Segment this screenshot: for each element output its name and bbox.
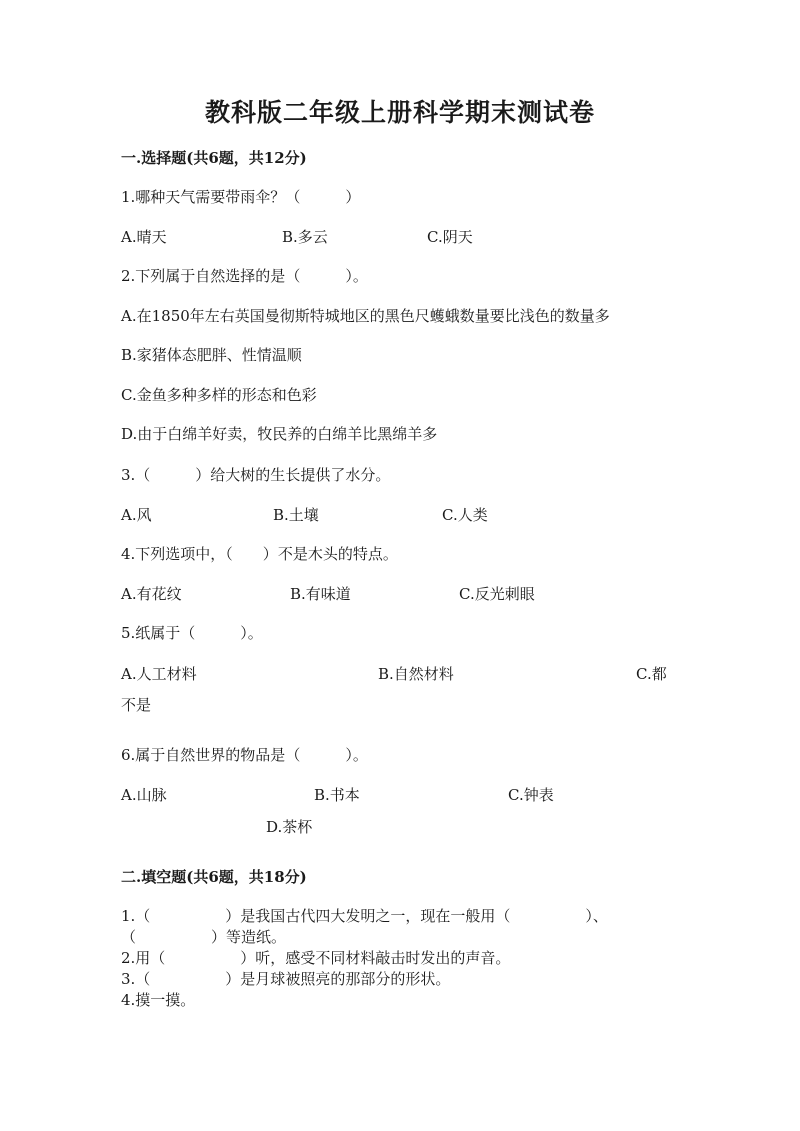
section-heading-choice: 一.选择题(共6题，共12分) (121, 149, 307, 167)
question-6-option-a: A.山脉 (121, 786, 167, 804)
question-3-stem: 3.（ ）给大树的生长提供了水分。 (121, 466, 391, 484)
question-5-stem: 5.纸属于（ ）。 (121, 624, 263, 642)
question-1-option-a: A.晴天 (121, 228, 167, 246)
question-4-option-a: A.有花纹 (121, 585, 182, 603)
question-4-stem: 4.下列选项中，（ ）不是木头的特点。 (121, 545, 398, 563)
question-2-stem: 2.下列属于自然选择的是（ ）。 (121, 267, 368, 285)
question-6-stem: 6.属于自然世界的物品是（ ）。 (121, 746, 368, 764)
question-2-option-a: A.在1850年左右英国曼彻斯特城地区的黑色尺蠖蛾数量要比浅色的数量多 (121, 307, 610, 325)
fill-line-1: 1.（ ）是我国古代四大发明之一，现在一般用（ ）、 (121, 907, 608, 925)
question-5-option-a: A.人工材料 (121, 665, 197, 683)
fill-line-1-cont: （ ）等造纸。 (121, 928, 287, 946)
question-1-option-c: C.阴天 (427, 228, 473, 246)
question-2-option-b: B.家猪体态肥胖、性情温顺 (121, 346, 302, 364)
question-5-option-c: C.都 (636, 665, 667, 683)
question-5-option-c-wrap: 不是 (121, 696, 152, 714)
question-1-option-b: B.多云 (282, 228, 328, 246)
fill-line-3: 3.（ ）是月球被照亮的那部分的形状。 (121, 970, 451, 988)
question-2-option-c: C.金鱼多种多样的形态和色彩 (121, 386, 317, 404)
question-3-option-c: C.人类 (442, 506, 488, 524)
question-6-option-b: B.书本 (314, 786, 360, 804)
question-4-option-b: B.有味道 (290, 585, 351, 603)
question-5-option-b: B.自然材料 (378, 665, 454, 683)
section-heading-fill: 二.填空题(共6题，共18分) (121, 868, 307, 886)
question-1-stem: 1.哪种天气需要带雨伞？（ ） (121, 188, 361, 206)
fill-line-4: 4.摸一摸。 (121, 991, 196, 1009)
question-4-option-c: C.反光刺眼 (459, 585, 535, 603)
question-6-option-c: C.钟表 (508, 786, 554, 804)
fill-line-2: 2.用（ ）听，感受不同材料敲击时发出的声音。 (121, 949, 511, 967)
question-6-option-d: D.茶杯 (266, 818, 313, 836)
question-3-option-b: B.土壤 (273, 506, 319, 524)
question-3-option-a: A.风 (121, 506, 152, 524)
question-2-option-d: D.由于白绵羊好卖，牧民养的白绵羊比黑绵羊多 (121, 425, 438, 443)
page-title: 教科版二年级上册科学期末测试卷 (204, 98, 595, 127)
